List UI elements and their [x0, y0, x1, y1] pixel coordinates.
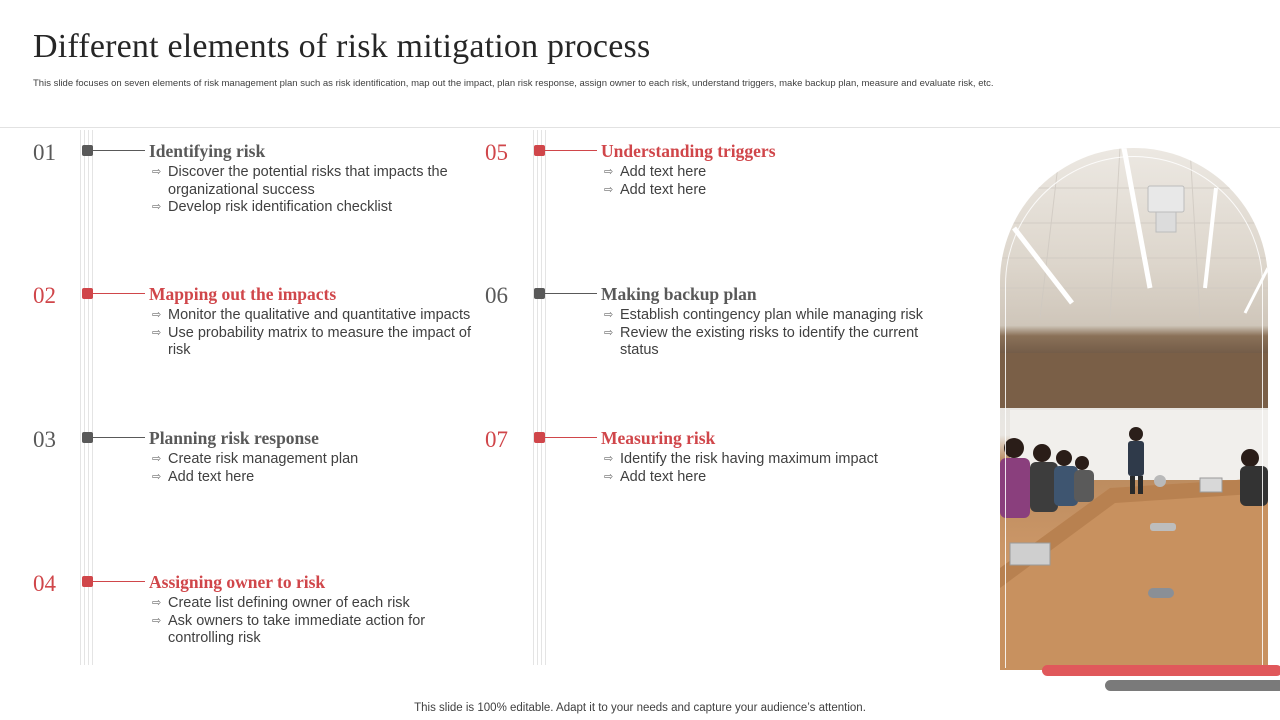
arrow-bullet-icon: ⇨	[152, 166, 162, 178]
bullet-item: ⇨ Review the existing risks to identify the current status	[604, 324, 919, 358]
connector-line	[545, 437, 597, 438]
bullet-list	[152, 164, 482, 217]
bullet-item: ⇨ Develop risk identification checklist	[152, 199, 393, 215]
right-column-rail	[533, 130, 547, 665]
square-marker-icon	[534, 288, 545, 299]
bullet-list	[152, 595, 482, 648]
arrow-bullet-icon: ⇨	[604, 166, 614, 178]
element-number: 07	[485, 427, 508, 452]
connector-line	[93, 150, 145, 151]
element-number: 03	[33, 427, 56, 452]
bullet-item: ⇨ Add text here	[152, 468, 255, 485]
bullet-item: ⇨ Monitor the qualitative and quantitative impacts	[152, 307, 471, 323]
arrow-bullet-icon: ⇨	[152, 309, 162, 321]
square-marker-icon	[82, 145, 93, 156]
bullet-item: ⇨ Discover the potential risks that impacts the organizational success	[152, 164, 448, 198]
bullet-item: ⇨ Add text here	[604, 468, 707, 485]
connector-line	[545, 293, 597, 294]
element-number: 04	[33, 571, 56, 596]
decorative-grey-bar	[1105, 680, 1280, 691]
footer-note: This slide is 100% editable. Adapt it to your needs and capture your audience’s attention.	[414, 702, 866, 714]
element-heading: Assigning owner to risk	[149, 572, 326, 592]
square-marker-icon	[534, 145, 545, 156]
arrow-bullet-icon: ⇨	[604, 470, 614, 483]
square-marker-icon	[82, 432, 93, 443]
meeting-room-illustration	[1000, 148, 1268, 670]
arrow-bullet-icon: ⇨	[152, 453, 162, 465]
element-heading: Measuring risk	[601, 428, 716, 448]
connector-line	[545, 150, 597, 151]
arrow-bullet-icon: ⇨	[604, 309, 614, 321]
element-number: 01	[33, 140, 56, 165]
element-heading: Making backup plan	[601, 284, 757, 304]
connector-line	[93, 581, 145, 582]
bullet-list	[152, 307, 482, 360]
connector-line	[93, 293, 145, 294]
arrow-bullet-icon: ⇨	[604, 183, 614, 196]
arrow-bullet-icon: ⇨	[152, 201, 162, 213]
bullet-item: ⇨ Establish contingency plan while managing risk	[604, 307, 924, 323]
slide-title: Different elements of risk mitigation process	[33, 28, 651, 65]
bullet-item: ⇨ Add text here	[604, 164, 707, 180]
connector-line	[93, 437, 145, 438]
element-heading: Mapping out the impacts	[149, 284, 337, 304]
arrow-bullet-icon: ⇨	[152, 614, 162, 627]
square-marker-icon	[82, 288, 93, 299]
bullet-list	[604, 451, 934, 486]
element-number: 06	[485, 283, 508, 308]
bullet-list	[152, 451, 482, 486]
arrow-bullet-icon: ⇨	[152, 597, 162, 609]
header-divider	[0, 127, 1280, 128]
bullet-item: ⇨ Identify the risk having maximum impact	[604, 451, 878, 467]
arrow-bullet-icon: ⇨	[604, 453, 614, 465]
bullet-item: ⇨ Add text here	[604, 181, 707, 198]
arrow-bullet-icon: ⇨	[152, 326, 162, 339]
decorative-red-bar	[1042, 665, 1280, 676]
bullet-item: ⇨ Create risk management plan	[152, 451, 359, 467]
arrow-bullet-icon: ⇨	[152, 470, 162, 483]
bullet-list	[604, 164, 934, 199]
bullet-item: ⇨ Create list defining owner of each risk	[152, 595, 410, 611]
element-number: 02	[33, 283, 56, 308]
arrow-bullet-icon: ⇨	[604, 326, 614, 339]
element-heading: Planning risk response	[149, 428, 319, 448]
bullet-item: ⇨ Ask owners to take immediate action for controlling risk	[152, 612, 426, 646]
element-heading: Understanding triggers	[601, 141, 776, 161]
meeting-room-photo	[1000, 148, 1268, 670]
square-marker-icon	[82, 576, 93, 587]
square-marker-icon	[534, 432, 545, 443]
slide-subtitle: This slide focuses on seven elements of risk management plan such as risk identification, map out the impact, plan risk response, assign owner to each risk, understand triggers, make backup plan, measure and evaluate risk, etc.	[33, 78, 994, 89]
element-number: 05	[485, 140, 508, 165]
bullet-list	[604, 307, 934, 360]
element-heading: Identifying risk	[149, 141, 266, 161]
bullet-item: ⇨ Use probability matrix to measure the impact of risk	[152, 324, 472, 358]
